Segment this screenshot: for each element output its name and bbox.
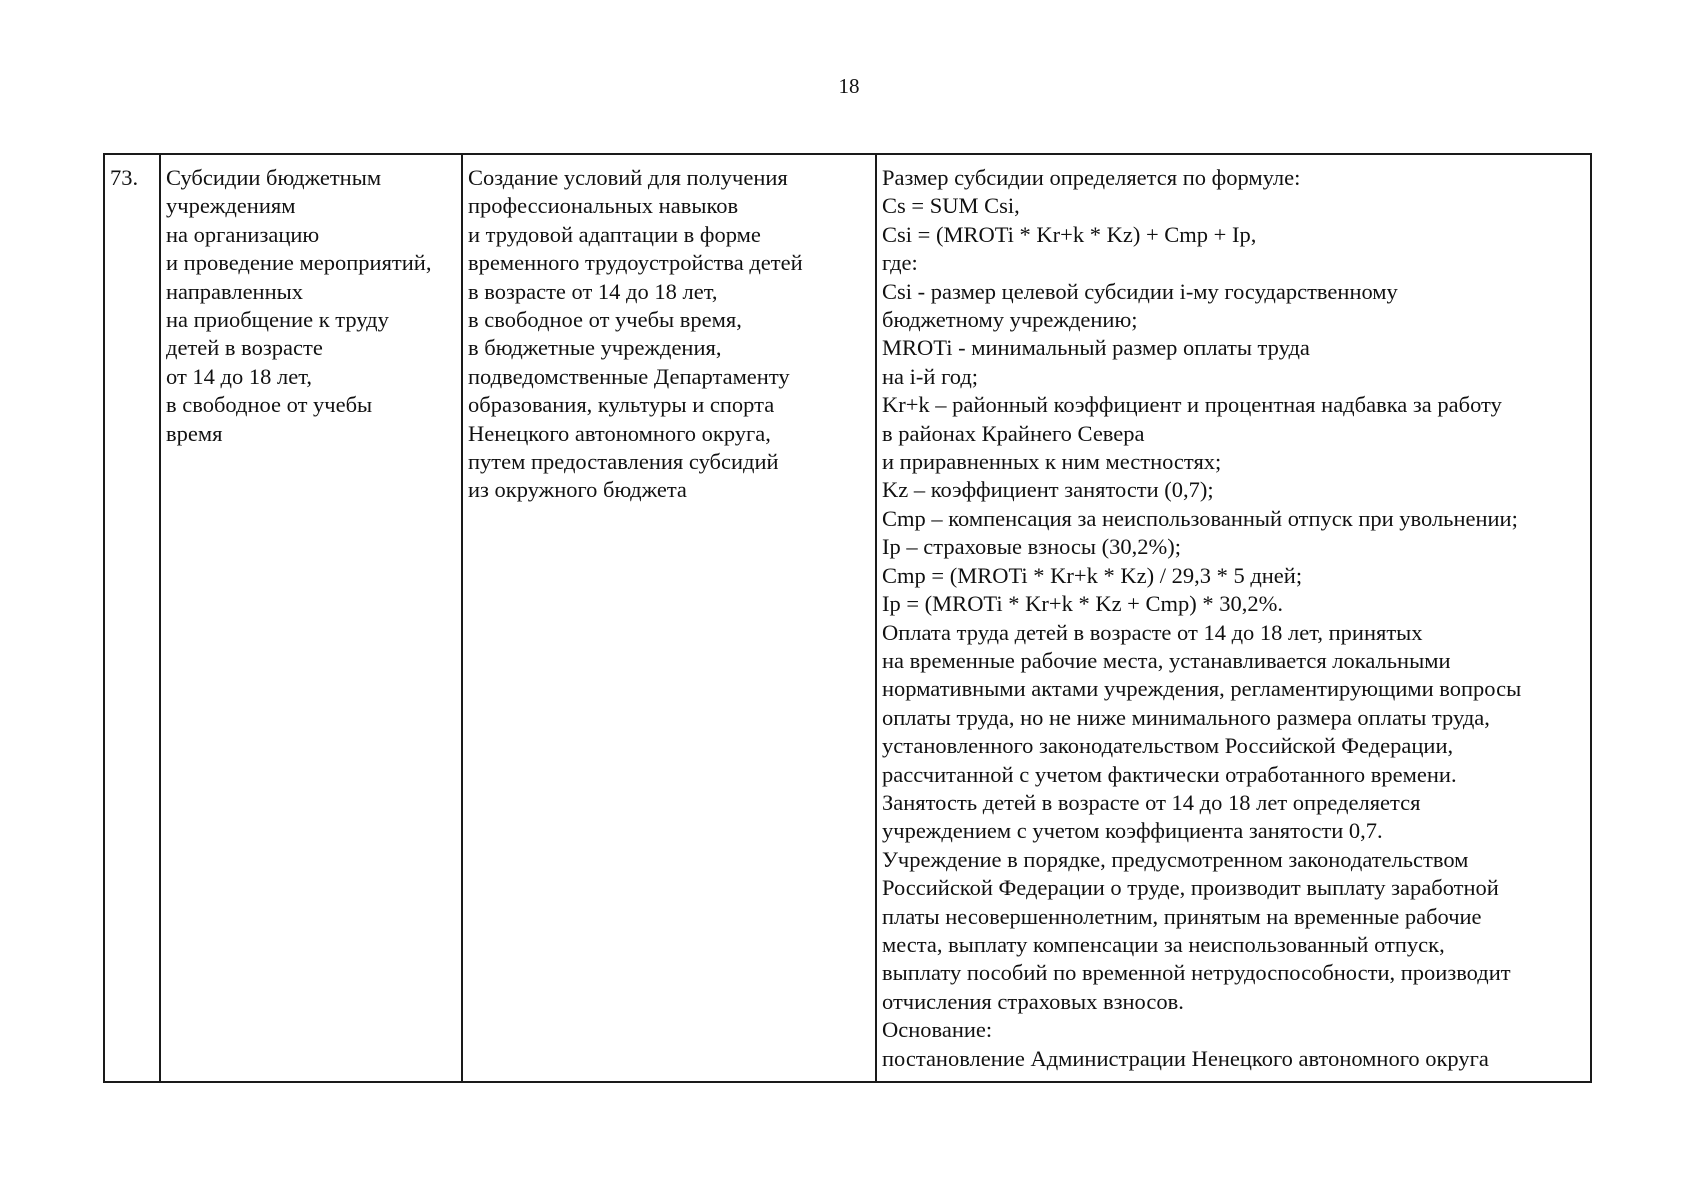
text-line: детей в возрасте: [166, 335, 323, 361]
subsidy-name-cell: [160, 154, 462, 1082]
text-line: образования, культуры и спорта: [468, 392, 775, 418]
page-number: 18: [838, 74, 860, 98]
text-line: время: [166, 420, 223, 446]
row-number: 73.: [110, 165, 139, 190]
text-line: профессиональных навыков: [468, 193, 739, 219]
text-line: и приравненных к ним местностях;: [882, 449, 1222, 475]
text-line: установленного законодательством Российской Федерации,: [882, 733, 1454, 759]
table-row: [104, 154, 1591, 1082]
text-line: Cmp = (MROTi * Kr+k * Kz) / 29,3 * 5 дней;: [882, 562, 1303, 588]
text-line: бюджетному учреждению;: [882, 307, 1138, 333]
text-line: где:: [882, 250, 918, 276]
text-line: направленных: [166, 278, 303, 304]
subsidy-table: [103, 153, 1592, 1083]
subsidy-purpose-cell: [462, 154, 876, 1082]
text-line: в бюджетные учреждения,: [468, 335, 722, 361]
text-line: на i-й год;: [882, 363, 979, 389]
text-line: учреждениям: [166, 193, 296, 219]
calculation-cell: [876, 154, 1591, 1082]
text-line: Ip – страховые взносы (30,2%);: [882, 534, 1182, 560]
text-line: Cs = SUM Csi,: [882, 193, 1020, 219]
text-line: в возрасте от 14 до 18 лет,: [468, 278, 718, 304]
text-line: Занятость детей в возрасте от 14 до 18 лет определяется: [882, 789, 1421, 815]
text-line: из окружного бюджета: [468, 477, 687, 503]
text-line: и трудовой адаптации в форме: [468, 221, 761, 247]
text-line: на организацию: [166, 221, 320, 247]
text-line: временного трудоустройства детей: [468, 250, 803, 276]
text-line: Kr+k – районный коэффициент и процентная надбавка за работу: [882, 392, 1502, 418]
text-line: Kz – коэффициент занятости (0,7);: [882, 477, 1214, 503]
text-line: MROTi - минимальный размер оплаты труда: [882, 335, 1310, 361]
text-line: и проведение мероприятий,: [166, 250, 432, 276]
text-line: от 14 до 18 лет,: [166, 363, 312, 389]
text-line: рассчитанной с учетом фактически отработанного времени.: [882, 761, 1457, 787]
text-line: Субсидии бюджетным: [166, 165, 382, 190]
text-line: на временные рабочие места, устанавливается локальными: [882, 647, 1451, 673]
text-line: учреждением с учетом коэффициента занятости 0,7.: [882, 818, 1383, 844]
text-line: постановление Администрации Ненецкого автономного округа: [882, 1045, 1489, 1071]
text-line: Cmp – компенсация за неиспользованный отпуск при увольнении;: [882, 505, 1518, 531]
text-line: оплаты труда, но не ниже минимального размера оплаты труда,: [882, 704, 1490, 730]
text-line: места, выплату компенсации за неиспользованный отпуск,: [882, 931, 1445, 957]
text-line: в свободное от учебы: [166, 392, 373, 418]
text-line: нормативными актами учреждения, регламентирующими вопросы: [882, 676, 1522, 702]
text-line: Создание условий для получения: [468, 165, 788, 190]
text-line: отчисления страховых взносов.: [882, 988, 1184, 1014]
text-line: Csi - размер целевой субсидии i-му государственному: [882, 278, 1398, 304]
text-line: Оплата труда детей в возрасте от 14 до 18 лет, принятых: [882, 619, 1423, 645]
text-line: Csi = (MROTi * Kr+k * Kz) + Cmp + Ip,: [882, 221, 1257, 247]
text-line: выплату пособий по временной нетрудоспособности, производит: [882, 960, 1511, 986]
text-line: Ненецкого автономного округа,: [468, 420, 771, 446]
text-line: подведомственные Департаменту: [468, 363, 790, 389]
text-line: Российской Федерации о труде, производит выплату заработной: [882, 875, 1499, 901]
text-line: путем предоставления субсидий: [468, 449, 779, 475]
text-line: в свободное от учебы время,: [468, 307, 742, 333]
text-line: на приобщение к труду: [166, 307, 389, 333]
text-line: Ip = (MROTi * Kr+k * Kz + Cmp) * 30,2%.: [882, 591, 1283, 617]
text-line: в районах Крайнего Севера: [882, 420, 1145, 446]
text-line: Учреждение в порядке, предусмотренном законодательством: [882, 846, 1469, 872]
text-line: Основание:: [882, 1017, 993, 1043]
row-number-cell: [104, 154, 160, 1082]
text-line: Размер субсидии определяется по формуле:: [882, 165, 1301, 190]
text-line: платы несовершеннолетним, принятым на временные рабочие: [882, 903, 1482, 929]
